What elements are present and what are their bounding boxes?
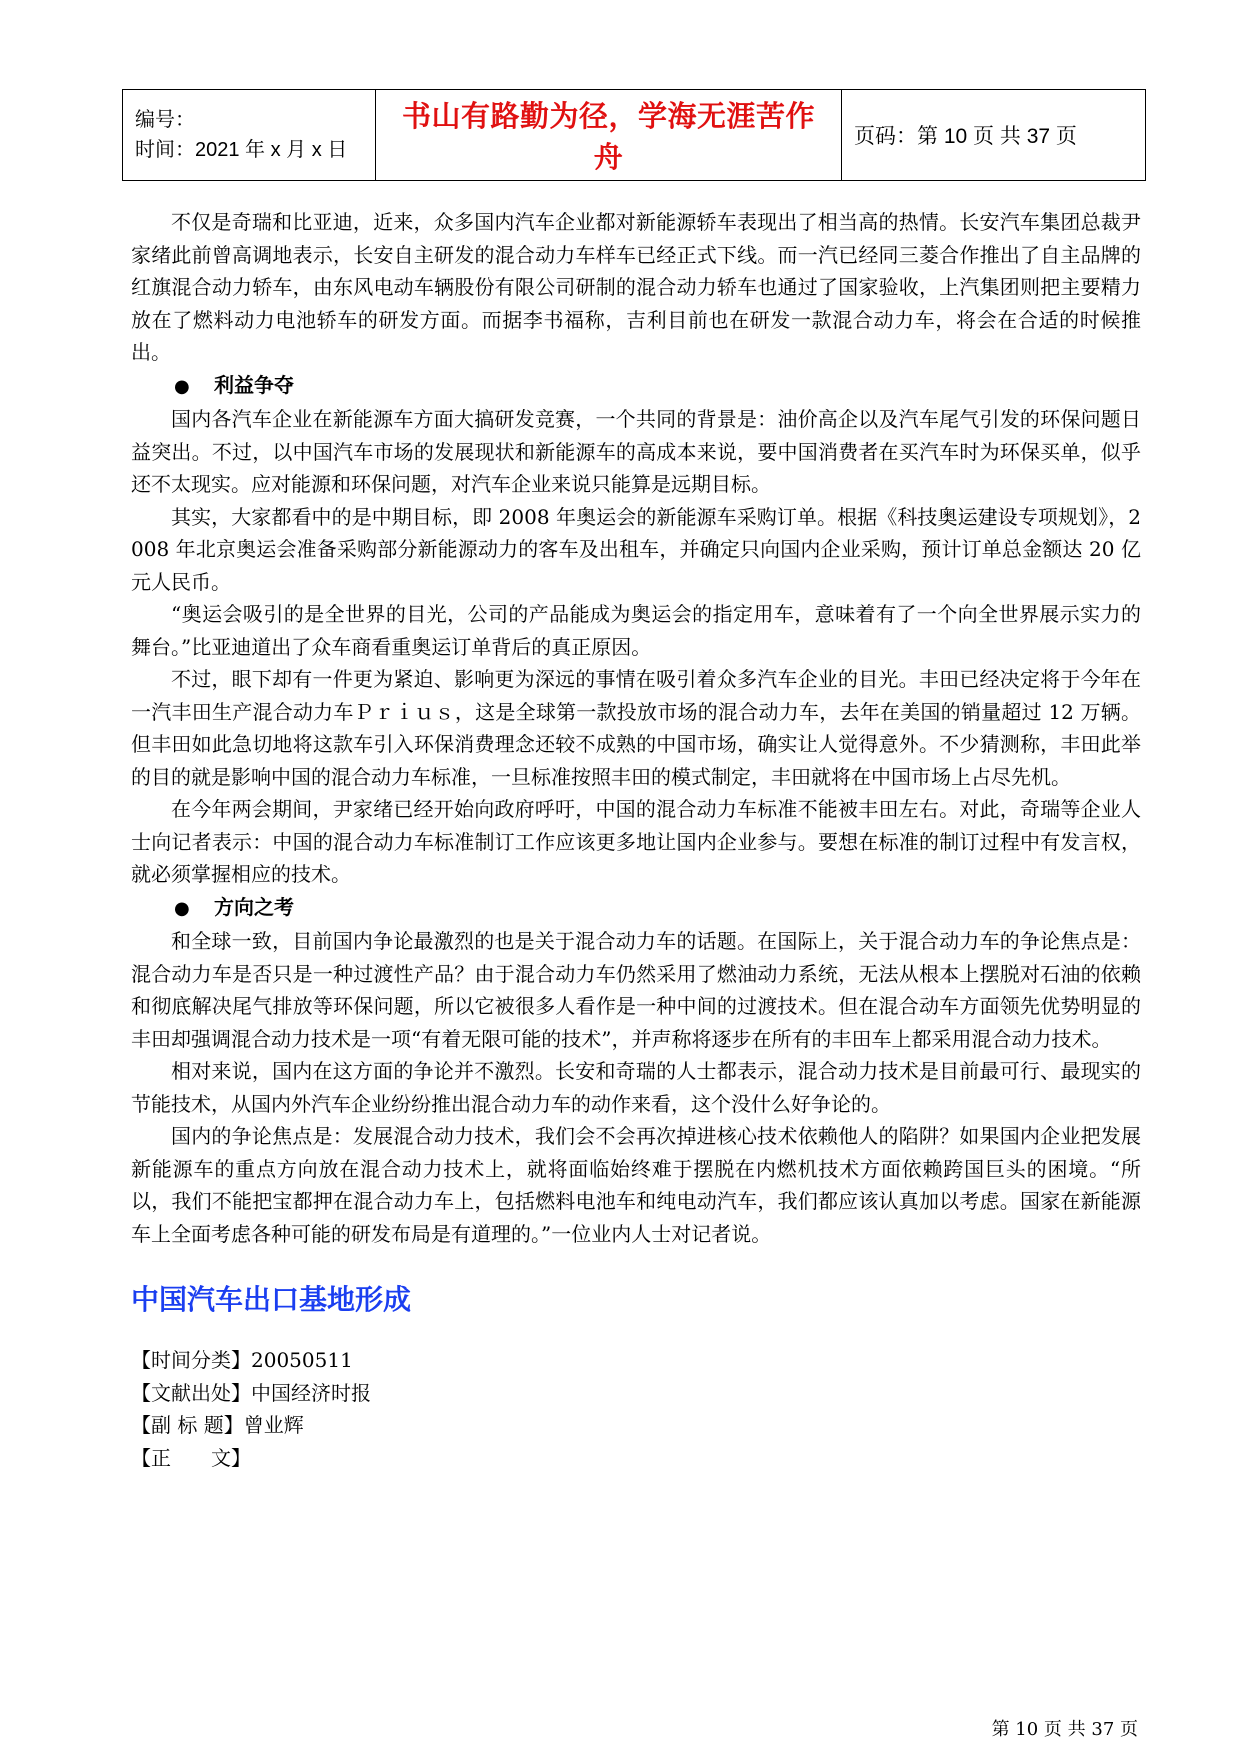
meta-line: 【正 文】	[131, 1445, 251, 1470]
body-paragraph: 国内的争论焦点是：发展混合动力技术，我们会不会再次掉进核心技术依赖他人的陷阱？如果国内企业把发展新能源车的重点方向放在混合动力技术上，就将面临始终难于摆脱在内燃机技术方面依赖跨国巨头的困境。“所以，我们不能把宝都押在混合动力车上，包括燃料电池车和纯电动汽车，我们都应该认真加以考虑。国家在新能源车上全面考虑各种可能的研发布局是有道理的。”一位业内人士对记者说。	[131, 1124, 1141, 1246]
article1-section-b	[131, 403, 1141, 891]
article1-section-c	[131, 925, 1141, 1250]
bullet-heading-text: 利益争夺	[214, 372, 294, 397]
body-paragraph: 不仅是奇瑞和比亚迪，近来，众多国内汽车企业都对新能源轿车表现出了相当高的热情。长安汽车集团总裁尹家绪此前曾高调地表示，长安自主研发的混合动力车样车已经正式下线。而一汽已经同三菱合作推出了自主品牌的红旗混合动力轿车，由东风电动车辆股份有限公司研制的混合动力轿车也通过了国家验收，上汽集团则把主要精力放在了燃料动力电池轿车的研发方面。而据李书福称，吉利目前也在研发一款混合动力车，将会在合适的时候推出。	[131, 210, 1141, 364]
page-header	[122, 89, 1146, 181]
meta-line: 【文献出处】中国经济时报	[131, 1380, 371, 1405]
header-info-cell	[123, 90, 376, 181]
header-motto: 书山有路勤为径，学海无涯苦作舟	[376, 90, 842, 181]
section-bullet-heading	[131, 369, 1141, 404]
body-paragraph: 国内各汽车企业在新能源车方面大搞研发竞赛，一个共同的背景是：油价高企以及汽车尾气引发的环保问题日益突出。不过，以中国汽车市场的发展现状和新能源车的高成本来说，要中国消费者在买汽车时为环保买单，似乎还不太现实。应对能源和环保问题，对汽车企业来说只能算是远期目标。	[131, 407, 1141, 496]
page-footer: 第 10 页 共 37 页	[991, 1719, 1138, 1740]
body-paragraph: 不过，眼下却有一件更为紧迫、影响更为深远的事情在吸引着众多汽车企业的目光。丰田已经决定将于今年在一汽丰田生产混合动力车Ｐｒｉｕｓ，这是全球第一款投放市场的混合动力车，去年在美国的销量超过 12 万辆。但丰田如此急切地将这款车引入环保消费理念还较不成熟的中国市场，确实让人觉得意外。不少猜测称，丰田此举的目的就是影响中国的混合动力车标准，一旦标准按照丰田的模式制定，丰田就将在中国市场上占尽先机。	[131, 667, 1141, 789]
body-paragraph: “奥运会吸引的是全世界的目光，公司的产品能成为奥运会的指定用车，意味着有了一个向全世界展示实力的舞台。”比亚迪道出了众车商看重奥运订单背后的真正原因。	[131, 602, 1141, 659]
document-time-label: 时间：2021 年 x 月 x 日	[135, 139, 348, 161]
body-paragraph: 和全球一致，目前国内争论最激烈的也是关于混合动力车的话题。在国际上，关于混合动力车的争论焦点是：混合动力车是否只是一种过渡性产品？由于混合动力车仍然采用了燃油动力系统，无法从根本上摆脱对石油的依赖和彻底解决尾气排放等环保问题，所以它被很多人看作是一种中间的过渡技术。但在混合动车方面领先优势明显的丰田却强调混合动力技术是一项“有着无限可能的技术”，并声称将逐步在所有的丰田车上都采用混合动力技术。	[131, 929, 1141, 1051]
meta-line: 【时间分类】20050511	[131, 1348, 353, 1372]
header-page-info: 页码：第 10 页 共 37 页	[842, 90, 1146, 181]
bullet-heading-text: 方向之考	[214, 894, 294, 919]
bullet-icon: ●	[174, 897, 190, 919]
body-paragraph: 其实，大家都看中的是中期目标，即 2008 年奥运会的新能源车采购订单。根据《科技奥运建设专项规划》，2008 年北京奥运会准备采购部分新能源动力的客车及出租车，并确定只向国内企业采购，预计订单总金额达 20 亿元人民币。	[131, 504, 1141, 594]
body-paragraph: 在今年两会期间，尹家绪已经开始向政府呼吁，中国的混合动力车标准不能被丰田左右。对此，奇瑞等企业人士向记者表示：中国的混合动力车标准制订工作应该更多地让国内企业参与。要想在标准的制订过程中有发言权，就必须掌握相应的技术。	[131, 797, 1141, 886]
article-title: 中国汽车出口基地形成	[131, 1283, 412, 1316]
article1-section-a	[131, 206, 1141, 369]
article-meta	[131, 1344, 1141, 1474]
document-body	[131, 206, 1141, 1474]
body-paragraph: 相对来说，国内在这方面的争论并不激烈。长安和奇瑞的人士都表示，混合动力技术是目前最可行、最现实的节能技术，从国内外汽车企业纷纷推出混合动力车的动作来看，这个没什么好争论的。	[131, 1059, 1141, 1116]
section-bullet-heading	[131, 891, 1141, 926]
document-number-label: 编号：	[135, 109, 195, 131]
bullet-icon: ●	[174, 375, 190, 397]
meta-line: 【副 标 题】曾业辉	[131, 1413, 304, 1437]
